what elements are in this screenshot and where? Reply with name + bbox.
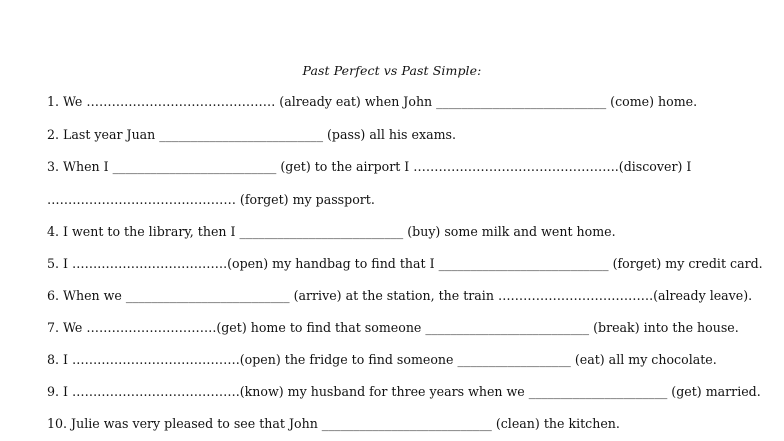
- exercise-line-1: 1. We ……………………………………… (already eat) when John ___________________________ (come) home.: [47, 94, 698, 109]
- exercise-line-4: 4. I went to the library, then I __________________________ (buy) some milk and went home.: [47, 224, 616, 239]
- exercise-line-2: 2. Last year Juan __________________________ (pass) all his exams.: [47, 127, 456, 142]
- exercise-line-3-continued: ……………………………………… (forget) my passport.: [47, 192, 375, 207]
- worksheet-title: Past Perfect vs Past Simple:: [302, 63, 482, 78]
- exercise-line-10: 10. Julie was very pleased to see that John ___________________________ (clean) the kitchen.: [47, 416, 620, 431]
- exercise-line-6: 6. When we __________________________ (arrive) at the station, the train ……………………………….(already leave).: [47, 288, 753, 303]
- exercise-line-8: 8. I ………………………………….(open) the fridge to find someone __________________ (eat) all my chocolate.: [47, 352, 717, 367]
- exercise-line-5: 5. I ……………………………….(open) my handbag to find that I ___________________________ (forget) my credit card.: [47, 256, 763, 271]
- exercise-line-3: 3. When I __________________________ (get) to the airport I ………………………………………….(discover) I: [47, 159, 692, 174]
- exercise-line-7: 7. We ………………………….(get) home to find that someone __________________________ (break) into the house.: [47, 320, 739, 335]
- exercise-line-9: 9. I ………………………………….(know) my husband for three years when we ______________________ (get) married.: [47, 384, 761, 399]
